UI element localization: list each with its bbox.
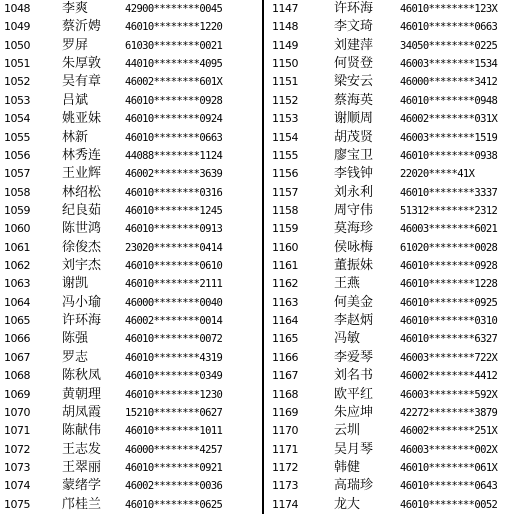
person-name: 廖宝卫: [334, 147, 374, 163]
person-name: 龙大: [334, 496, 361, 512]
row-number: 1075: [4, 497, 30, 511]
left-column: [0, 0, 258, 514]
table-row: [0, 367, 258, 385]
row-number: 1152: [272, 93, 298, 107]
table-row: [268, 110, 530, 128]
row-number: 1174: [272, 497, 298, 511]
person-name: 陈献伟: [62, 423, 102, 439]
id-number: 46010********0349: [125, 370, 223, 383]
table-row: [0, 129, 258, 147]
table-row: [268, 147, 530, 165]
person-name: 吕斌: [62, 92, 89, 108]
table-row: [268, 496, 530, 514]
id-number: 46002********0036: [125, 480, 223, 493]
row-number: 1050: [4, 38, 30, 52]
row-number: 1066: [4, 332, 30, 346]
table-row: [268, 349, 530, 367]
id-number: 46010********2111: [125, 278, 223, 291]
person-name: 吴月琴: [334, 441, 374, 457]
person-name: 何美金: [334, 294, 374, 310]
person-name: 李钱钟: [334, 166, 374, 182]
person-name: 蒙绪学: [62, 478, 102, 494]
row-number: 1070: [4, 405, 30, 419]
id-number: 46002********3639: [125, 168, 223, 181]
person-name: 周守伟: [334, 202, 374, 218]
row-number: 1048: [4, 2, 30, 15]
table-row: [268, 184, 530, 202]
id-number: 61020********0028: [400, 241, 498, 254]
table-row: [268, 239, 530, 257]
table-row: [0, 386, 258, 404]
id-number: 61030********0021: [125, 39, 223, 52]
person-name: 许环海: [62, 313, 102, 329]
id-number: 46010********0921: [125, 461, 223, 474]
row-number: 1049: [4, 20, 30, 34]
row-number: 1173: [272, 479, 298, 493]
table-row: [0, 55, 258, 73]
row-number: 1072: [4, 442, 30, 456]
id-number: 46002********601X: [125, 76, 223, 89]
person-name: 王志发: [62, 441, 102, 457]
id-number: 46010********1228: [400, 278, 498, 291]
row-number: 1160: [272, 240, 298, 254]
row-number: 1163: [272, 295, 298, 309]
id-number: 46010********0938: [400, 149, 498, 162]
row-number: 1158: [272, 203, 298, 217]
table-row: [0, 73, 258, 91]
row-number: 1172: [272, 460, 298, 474]
id-number: 34050********0225: [400, 39, 498, 52]
table-row: [0, 330, 258, 348]
person-name: 邝桂兰: [62, 496, 102, 512]
row-number: 1150: [272, 57, 298, 71]
id-number: 23020********0414: [125, 241, 223, 254]
row-number: 1151: [272, 75, 298, 89]
person-name: 刘永利: [334, 184, 374, 200]
table-row: [0, 349, 258, 367]
row-number: 1064: [4, 295, 30, 309]
row-number: 1057: [4, 167, 30, 181]
table-row: [0, 257, 258, 275]
row-number: 1167: [272, 369, 298, 383]
id-number: 15210********0627: [125, 406, 223, 419]
id-number: 44088********1124: [125, 149, 223, 162]
person-name: 韩健: [334, 459, 361, 475]
row-number: 1073: [4, 460, 30, 474]
person-name: 蔡海英: [334, 92, 374, 108]
table-row: [268, 330, 530, 348]
person-name: 冯小瑜: [62, 294, 102, 310]
id-number: 46010********0052: [400, 498, 498, 511]
table-row: [268, 18, 530, 36]
person-name: 许环海: [334, 1, 374, 16]
id-number: 46010********0924: [125, 113, 223, 126]
person-name: 董振妹: [334, 258, 374, 274]
row-number: 1147: [272, 2, 298, 15]
table-row: [268, 275, 530, 293]
table-row: [268, 422, 530, 440]
person-name: 王翠丽: [62, 459, 102, 475]
row-number: 1155: [272, 148, 298, 162]
person-name: 陈强: [62, 331, 89, 347]
person-name: 云圳: [334, 423, 361, 439]
id-number: 46010********0643: [400, 480, 498, 493]
table-row: [268, 202, 530, 220]
person-name: 罗屏: [62, 37, 89, 53]
table-row: [0, 184, 258, 202]
id-number: 42272********3879: [400, 406, 498, 419]
id-number: 46010********0610: [125, 260, 223, 273]
row-number: 1168: [272, 387, 298, 401]
table-row: [268, 386, 530, 404]
person-name: 姚亚妹: [62, 111, 102, 127]
id-number: 46010********0310: [400, 315, 498, 328]
id-number: 46010********4319: [125, 351, 223, 364]
table-row: [268, 220, 530, 238]
row-number: 1153: [272, 112, 298, 126]
person-name: 梁安云: [334, 74, 374, 90]
row-number: 1052: [4, 75, 30, 89]
table-row: [0, 404, 258, 422]
row-number: 1060: [4, 222, 30, 236]
person-name: 吴有章: [62, 74, 102, 90]
table-row: [268, 92, 530, 110]
row-number: 1059: [4, 203, 30, 217]
person-name: 冯敏: [334, 331, 361, 347]
person-name: 林秀连: [62, 147, 102, 163]
table-row: [0, 110, 258, 128]
table-row: [268, 37, 530, 55]
id-number: 46002********0014: [125, 315, 223, 328]
right-column: [268, 0, 530, 514]
person-name: 刘名书: [334, 368, 374, 384]
id-number: 46000********4257: [125, 443, 223, 456]
person-name: 朱厚敦: [62, 56, 102, 72]
person-name: 侯咏梅: [334, 239, 374, 255]
id-number: 46010********0316: [125, 186, 223, 199]
column-divider: [262, 0, 264, 514]
row-number: 1074: [4, 479, 30, 493]
table-row: [268, 459, 530, 477]
person-name: 纪良茹: [62, 202, 102, 218]
id-number: 46010********6327: [400, 333, 498, 346]
table-row: [268, 477, 530, 495]
row-number: 1154: [272, 130, 298, 144]
id-number: 46010********0625: [125, 498, 223, 511]
row-number: 1068: [4, 369, 30, 383]
person-name: 蔡沂娉: [62, 19, 102, 35]
person-name: 林绍松: [62, 184, 102, 200]
id-number: 46010********123X: [400, 3, 498, 15]
table-row: [0, 239, 258, 257]
id-number: 46002********251X: [400, 425, 498, 438]
table-row: [0, 202, 258, 220]
row-number: 1067: [4, 350, 30, 364]
table-row: [268, 0, 530, 18]
row-number: 1148: [272, 20, 298, 34]
id-number: 46003********002X: [400, 443, 498, 456]
row-number: 1069: [4, 387, 30, 401]
id-number: 22020*****41X: [400, 168, 475, 181]
table-row: [0, 147, 258, 165]
id-number: 46010********1011: [125, 425, 223, 438]
id-number: 46010********0925: [400, 296, 498, 309]
row-number: 1055: [4, 130, 30, 144]
person-name: 李爽: [62, 1, 89, 16]
table-row: [0, 422, 258, 440]
id-number: 46010********3337: [400, 186, 498, 199]
person-name: 高瑞珍: [334, 478, 374, 494]
row-number: 1165: [272, 332, 298, 346]
table-row: [0, 18, 258, 36]
id-number: 46003********6021: [400, 223, 498, 236]
id-number: 46000********0040: [125, 296, 223, 309]
row-number: 1162: [272, 277, 298, 291]
person-name: 李文琦: [334, 19, 374, 35]
table-row: [268, 404, 530, 422]
id-number: 46010********0928: [400, 260, 498, 273]
person-name: 陈世鸿: [62, 221, 102, 237]
row-number: 1061: [4, 240, 30, 254]
row-number: 1062: [4, 259, 30, 273]
row-number: 1065: [4, 314, 30, 328]
row-number: 1157: [272, 185, 298, 199]
row-number: 1149: [272, 38, 298, 52]
id-number: 46000********3412: [400, 76, 498, 89]
row-number: 1058: [4, 185, 30, 199]
table-row: [268, 165, 530, 183]
row-number: 1054: [4, 112, 30, 126]
table-row: [0, 441, 258, 459]
row-number: 1166: [272, 350, 298, 364]
row-number: 1169: [272, 405, 298, 419]
row-number: 1051: [4, 57, 30, 71]
table-row: [0, 459, 258, 477]
person-name: 王燕: [334, 276, 361, 292]
table-row: [0, 477, 258, 495]
id-number: 44010********4095: [125, 58, 223, 71]
person-name: 何贤登: [334, 56, 374, 72]
id-number: 46010********0928: [125, 94, 223, 107]
person-name: 胡茂贤: [334, 129, 374, 145]
row-number: 1053: [4, 93, 30, 107]
person-name: 朱应坤: [334, 404, 374, 420]
id-number: 46010********0948: [400, 94, 498, 107]
row-number: 1164: [272, 314, 298, 328]
row-number: 1171: [272, 442, 298, 456]
id-number: 46003********592X: [400, 388, 498, 401]
table-row: [268, 294, 530, 312]
person-name: 谢顺周: [334, 111, 374, 127]
person-name: 胡凤霞: [62, 404, 102, 420]
table-row: [0, 312, 258, 330]
id-number: 46003********1534: [400, 58, 498, 71]
table-row: [0, 92, 258, 110]
person-name: 李赵炳: [334, 313, 374, 329]
id-number: 46010********0913: [125, 223, 223, 236]
person-name: 欧平红: [334, 386, 374, 402]
person-name: 谢凯: [62, 276, 89, 292]
table-row: [0, 496, 258, 514]
row-number: 1170: [272, 424, 298, 438]
person-name: 罗志: [62, 349, 89, 365]
row-number: 1071: [4, 424, 30, 438]
person-name: 黄朝理: [62, 386, 102, 402]
row-number: 1156: [272, 167, 298, 181]
id-number: 46003********722X: [400, 351, 498, 364]
table-row: [268, 441, 530, 459]
table-row: [268, 367, 530, 385]
table-row: [0, 165, 258, 183]
table-row: [0, 0, 258, 18]
id-number: 46002********4412: [400, 370, 498, 383]
id-number: 42900********0045: [125, 3, 223, 15]
table-row: [268, 55, 530, 73]
id-number: 46002********031X: [400, 113, 498, 126]
person-name: 莫海珍: [334, 221, 374, 237]
person-name: 陈秋凤: [62, 368, 102, 384]
table-row: [0, 220, 258, 238]
person-name: 李爱琴: [334, 349, 374, 365]
table-row: [0, 275, 258, 293]
person-name: 王业辉: [62, 166, 102, 182]
table-row: [268, 129, 530, 147]
table-row: [0, 37, 258, 55]
row-number: 1161: [272, 259, 298, 273]
table-row: [0, 294, 258, 312]
id-number: 46010********0663: [400, 21, 498, 34]
id-number: 46010********0072: [125, 333, 223, 346]
table-row: [268, 312, 530, 330]
person-name: 林新: [62, 129, 89, 145]
id-number: 51312********2312: [400, 204, 498, 217]
row-number: 1159: [272, 222, 298, 236]
table-row: [268, 73, 530, 91]
person-name: 刘宇杰: [62, 258, 102, 274]
table-row: [268, 257, 530, 275]
id-number: 46010********1230: [125, 388, 223, 401]
id-number: 46010********0663: [125, 131, 223, 144]
id-number: 46003********1519: [400, 131, 498, 144]
id-number: 46010********061X: [400, 461, 498, 474]
person-name: 徐俊杰: [62, 239, 102, 255]
person-name: 刘建萍: [334, 37, 374, 53]
id-number: 46010********1220: [125, 21, 223, 34]
row-number: 1063: [4, 277, 30, 291]
row-number: 1056: [4, 148, 30, 162]
id-number: 46010********1245: [125, 204, 223, 217]
